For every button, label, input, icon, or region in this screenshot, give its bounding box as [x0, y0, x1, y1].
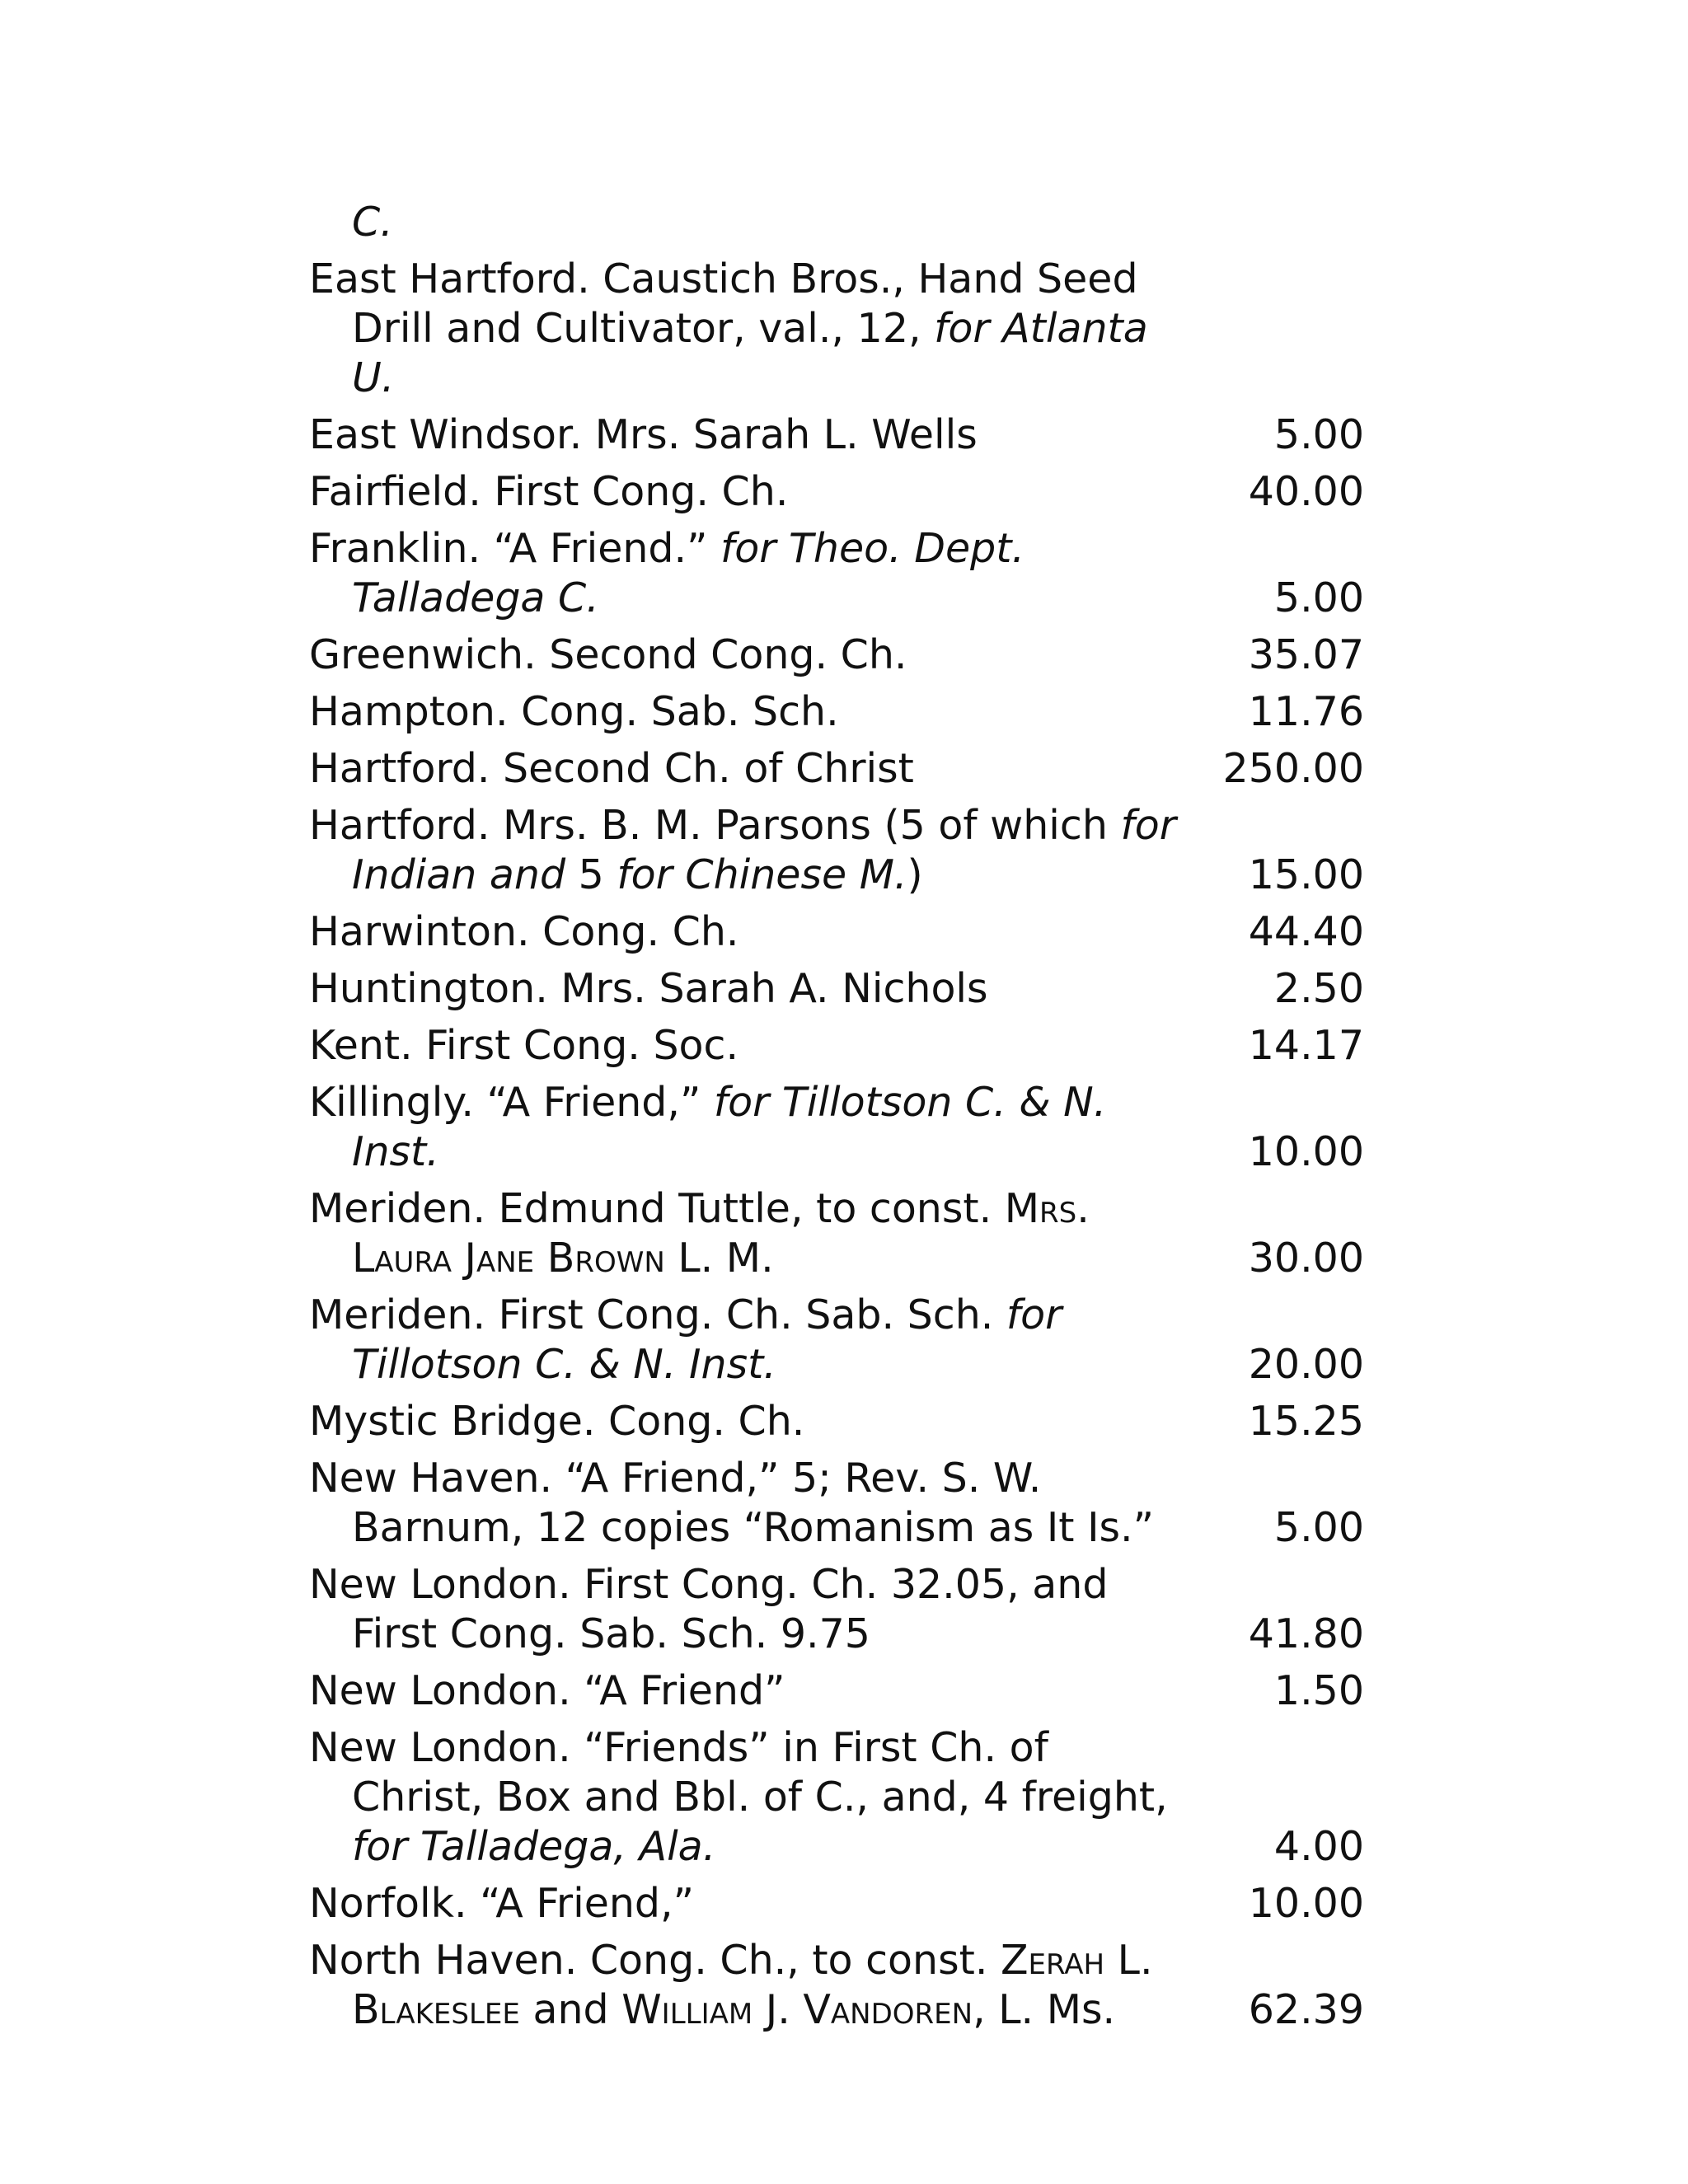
description-fragment: Mystic Bridge. Cong. Ch.: [309, 1398, 805, 1445]
ledger-entry: [309, 1936, 1364, 2035]
description-fragment: Blakeslee: [352, 1986, 520, 2033]
entry-description: [309, 687, 1183, 737]
entry-description: [309, 198, 1183, 247]
entry-amount: 5.00: [1273, 1504, 1364, 1551]
entry-description: [309, 801, 1183, 900]
entry-description: [309, 1184, 1183, 1283]
entry-description: [309, 467, 1183, 517]
entry-description: [309, 1291, 1183, 1390]
entry-amount: 41.80: [1248, 1610, 1364, 1657]
ledger-entry: [309, 1291, 1364, 1390]
entry-description: [309, 1454, 1183, 1553]
description-fragment: Mrs. Laura Jane Brown: [352, 1185, 1090, 1282]
description-fragment: for Talladega, Ala.: [352, 1823, 716, 1870]
ledger-entry: [309, 801, 1364, 900]
entry-amount: 11.76: [1248, 688, 1364, 735]
entry-amount: 20.00: [1248, 1341, 1364, 1388]
ledger-entry: [309, 255, 1364, 403]
description-fragment: Zerah: [1000, 1937, 1105, 1984]
description-fragment: New London. First Cong. Ch. 32.05, and First Cong. Sab. Sch. 9.75: [309, 1561, 1109, 1657]
ledger-entry: [309, 1184, 1364, 1283]
ledger-entry: [309, 1560, 1364, 1659]
entry-description: [309, 630, 1183, 680]
description-fragment: for Tillotson C. & N. Inst.: [352, 1079, 1107, 1175]
entry-description: [309, 410, 1183, 460]
entry-amount: 2.50: [1273, 965, 1364, 1012]
description-fragment: Norfolk. “A Friend,”: [309, 1880, 694, 1927]
ledger-entry: [309, 964, 1364, 1014]
description-fragment: Greenwich. Second Cong. Ch.: [309, 631, 907, 678]
entry-amount: 30.00: [1248, 1235, 1364, 1282]
entry-description: [309, 907, 1183, 957]
entry-amount: 44.40: [1248, 908, 1364, 955]
description-fragment: North Haven. Cong. Ch., to const.: [309, 1937, 1001, 1984]
description-fragment: J.: [753, 1986, 804, 2033]
description-fragment: East Hartford. Caustich Bros., Hand Seed Drill and Cultivator, val., 12,: [309, 255, 1138, 352]
entry-amount: 14.17: [1248, 1022, 1364, 1069]
description-fragment: for Tillotson C. & N. Inst.: [352, 1291, 1062, 1388]
ledger-entry: [309, 1879, 1364, 1929]
entry-amount: 1.50: [1273, 1667, 1364, 1714]
ledger-entry: [309, 1666, 1364, 1716]
description-fragment: ): [907, 851, 923, 898]
entry-amount: 4.00: [1273, 1823, 1364, 1870]
entry-amount: 35.07: [1248, 631, 1364, 678]
entry-description: [309, 744, 1183, 794]
description-fragment: for Indian and: [352, 802, 1176, 898]
description-fragment: New Haven. “A Friend,” 5; Rev. S. W. Barnum, 12 copies “Romanism as It Is.”: [309, 1455, 1155, 1551]
entry-description: [309, 1936, 1183, 2035]
entry-amount: 15.25: [1248, 1398, 1364, 1445]
entry-amount: 10.00: [1248, 1128, 1364, 1175]
description-fragment: Meriden. First Cong. Ch. Sab. Sch.: [309, 1291, 1006, 1338]
entry-amount: 250.00: [1222, 745, 1364, 792]
entry-amount: 15.00: [1248, 851, 1364, 898]
description-fragment: and: [519, 1986, 622, 2033]
ledger-entry: [309, 1078, 1364, 1177]
description-fragment: L. M.: [664, 1235, 774, 1282]
description-fragment: Franklin. “A Friend.”: [309, 525, 721, 572]
ledger-entry: [309, 467, 1364, 517]
description-fragment: , L. Ms.: [973, 1986, 1116, 2033]
entry-description: [309, 1560, 1183, 1659]
description-fragment: C.: [352, 199, 393, 246]
description-fragment: for Theo. Dept. Talladega C.: [352, 525, 1025, 621]
ledger-entry: [309, 1454, 1364, 1553]
description-fragment: Hartford. Mrs. B. M. Parsons (5 of which: [309, 802, 1121, 849]
ledger-entry: [309, 630, 1364, 680]
entry-description: [309, 255, 1183, 403]
entry-amount: 62.39: [1248, 1986, 1364, 2033]
description-fragment: 5: [565, 851, 617, 898]
entry-description: [309, 1879, 1183, 1929]
entry-amount: 5.00: [1273, 411, 1364, 458]
description-fragment: Fairfield. First Cong. Ch.: [309, 468, 789, 515]
ledger-entry: [309, 907, 1364, 957]
entry-description: [309, 964, 1183, 1014]
description-fragment: East Windsor. Mrs. Sarah L. Wells: [309, 411, 978, 458]
description-fragment: L.: [1104, 1937, 1153, 1984]
description-fragment: William: [621, 1986, 753, 2033]
ledger-entry: [309, 1723, 1364, 1872]
description-fragment: Meriden. Edmund Tuttle, to const.: [309, 1185, 1005, 1232]
ledger-entry: [309, 687, 1364, 737]
entry-amount: 40.00: [1248, 468, 1364, 515]
ledger-entry: [309, 524, 1364, 623]
description-fragment: for Chinese M.: [617, 851, 907, 898]
description-fragment: Harwinton. Cong. Ch.: [309, 908, 739, 955]
ledger-entry: [309, 198, 1364, 247]
description-fragment: Killingly. “A Friend,”: [309, 1079, 714, 1126]
ledger-entry: [309, 1021, 1364, 1071]
entry-description: [309, 524, 1183, 623]
entry-description: [309, 1397, 1183, 1446]
description-fragment: for Atlanta U.: [352, 305, 1148, 401]
ledger-entry: [309, 744, 1364, 794]
donation-ledger: [309, 198, 1364, 2042]
description-fragment: New London. “Friends” in First Ch. of Christ, Box and Bbl. of C., and, 4 freight,: [309, 1724, 1168, 1821]
entry-description: [309, 1723, 1183, 1872]
description-fragment: Kent. First Cong. Soc.: [309, 1022, 739, 1069]
description-fragment: Vandoren: [803, 1986, 973, 2033]
entry-description: [309, 1078, 1183, 1177]
description-fragment: New London. “A Friend”: [309, 1667, 785, 1714]
description-fragment: Huntington. Mrs. Sarah A. Nichols: [309, 965, 988, 1012]
ledger-entry: [309, 410, 1364, 460]
entry-amount: 5.00: [1273, 574, 1364, 621]
entry-description: [309, 1666, 1183, 1716]
description-fragment: Hartford. Second Ch. of Christ: [309, 745, 914, 792]
description-fragment: Hampton. Cong. Sab. Sch.: [309, 688, 839, 735]
entry-amount: 10.00: [1248, 1880, 1364, 1927]
ledger-entry: [309, 1397, 1364, 1446]
entry-description: [309, 1021, 1183, 1071]
